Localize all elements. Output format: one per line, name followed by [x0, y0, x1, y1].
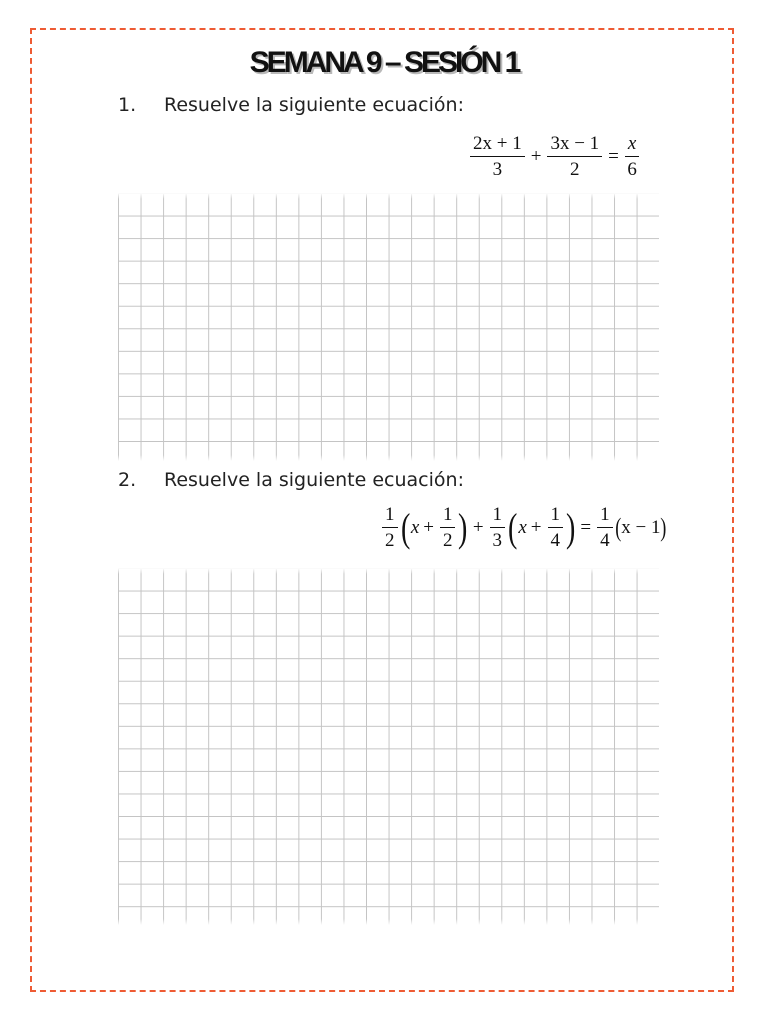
question-1: [118, 94, 464, 116]
question-2: [118, 469, 464, 491]
answer-grid-2[interactable]: [118, 568, 659, 925]
fraction: $\frac{3x - 1}{2}$: [547, 134, 602, 180]
question-text: Resuelve la siguiente ecuación:: [164, 94, 464, 116]
operator-equals: =: [580, 517, 592, 538]
question-text: Resuelve la siguiente ecuación:: [164, 469, 464, 491]
equation-2: $\frac{1}{2}$ ( x + $\frac{1}{2}$ ) + $\frac{1}{3}$ ( x + $\frac{1}{4}$ ) = $\frac{1}{4}$ ( x − 1 ): [380, 505, 667, 551]
fraction: $\frac{1}{4}$: [548, 505, 564, 551]
fraction: $\frac{1}{2}$: [440, 505, 456, 551]
page-title: SEMANA 9 – SESIÓN 1: [249, 46, 519, 79]
paren-open: (: [400, 505, 410, 550]
answer-grid-1[interactable]: [118, 193, 659, 461]
fraction: $\frac{2x + 1}{3}$: [470, 134, 525, 180]
paren-close: ): [660, 513, 667, 542]
question-number: 1.: [118, 94, 137, 116]
rhs-expression: x − 1: [621, 517, 661, 538]
fraction: $\frac{1}{4}$: [597, 505, 613, 551]
operator-plus: +: [530, 146, 542, 167]
operator-equals: =: [608, 146, 619, 167]
fraction: $\frac{x}{6}$: [625, 134, 639, 180]
fraction: $\frac{1}{2}$: [382, 505, 398, 551]
paren-open: (: [614, 513, 621, 542]
paren-open: (: [508, 505, 518, 550]
question-number: 2.: [118, 469, 137, 491]
paren-close: ): [566, 505, 576, 550]
operator-plus: +: [472, 517, 484, 538]
equation-1: [468, 134, 641, 180]
fraction: $\frac{1}{3}$: [490, 505, 506, 551]
paren-close: ): [458, 505, 468, 550]
